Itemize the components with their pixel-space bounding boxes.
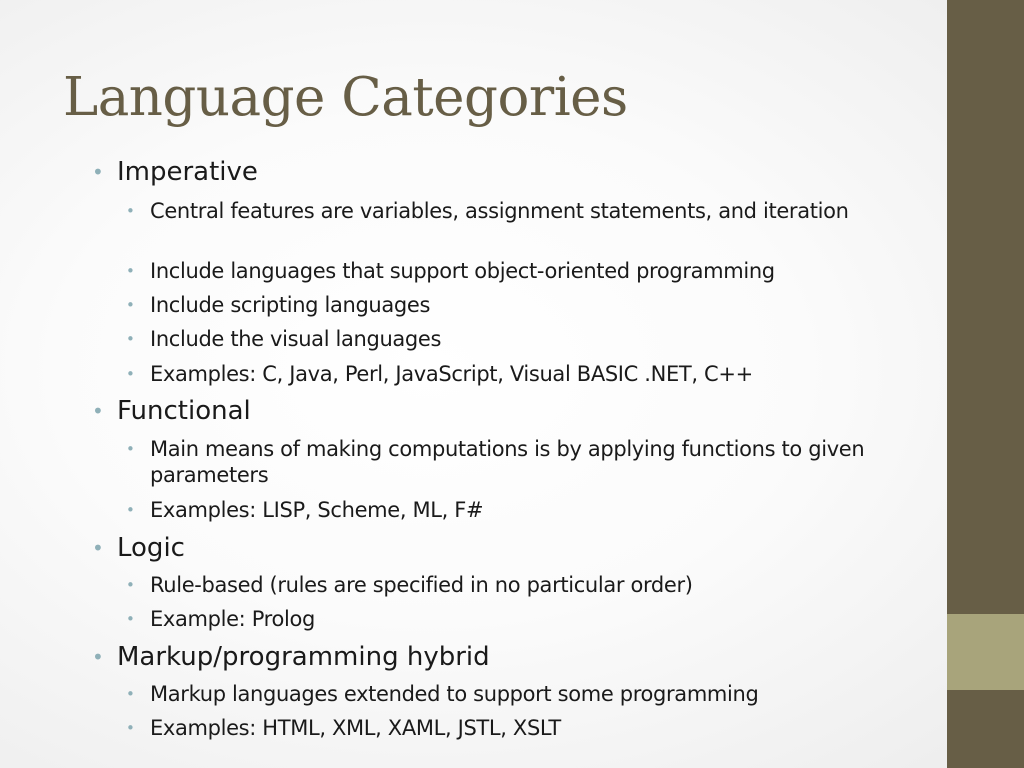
slide-title: Language Categories [63, 67, 628, 128]
bullet-icon: • [92, 160, 104, 184]
bullet-icon: • [126, 576, 135, 594]
sub-bullet-computations [126, 436, 910, 488]
sub-bullet-scripting [126, 292, 431, 318]
bullet-label: Include the visual languages [150, 327, 442, 351]
sub-bullet-markup-languages [126, 681, 759, 707]
sub-bullet-markup-examples [126, 715, 561, 741]
bullet-label: Examples: HTML, XML, XAML, JSTL, XSLT [150, 716, 561, 740]
bullet-icon: • [126, 296, 135, 314]
bullet-label: Rule-based (rules are specified in no particular order) [150, 573, 693, 597]
bullet-label: Include scripting languages [150, 293, 431, 317]
bullet-logic [92, 532, 185, 564]
bullet-icon: • [126, 330, 135, 348]
bullet-label: Markup/programming hybrid [117, 642, 490, 672]
sub-bullet-visual [126, 326, 442, 352]
bullet-imperative [92, 156, 258, 188]
sub-bullet-imperative-examples [126, 361, 753, 387]
bullet-label: Functional [117, 396, 251, 426]
bullet-icon: • [126, 262, 135, 280]
bullet-label: Example: Prolog [150, 607, 315, 631]
bullet-icon: • [126, 685, 135, 703]
bullet-label: Central features are variables, assignment statements, and iteration [150, 199, 849, 223]
bullet-label: Markup languages extended to support some programming [150, 682, 759, 706]
sub-bullet-prolog [126, 606, 315, 632]
bullet-label: Examples: C, Java, Perl, JavaScript, Visual BASIC .NET, C++ [150, 362, 753, 386]
bullet-icon: • [92, 536, 104, 560]
bullet-label: Examples: LISP, Scheme, ML, F# [150, 498, 484, 522]
sidebar-accent-block [947, 614, 1024, 690]
bullet-label: Main means of making computations is by applying functions to given parameters [150, 437, 865, 487]
bullet-icon: • [126, 202, 135, 220]
bullet-icon: • [92, 645, 104, 669]
bullet-icon: • [126, 365, 135, 383]
bullet-label: Imperative [117, 157, 258, 187]
bullet-label: Logic [117, 533, 185, 563]
bullet-functional [92, 395, 251, 427]
bullet-icon: • [126, 719, 135, 737]
sub-bullet-functional-examples [126, 497, 484, 523]
sub-bullet-object-oriented [126, 258, 775, 284]
sub-bullet-rule-based [126, 572, 693, 598]
bullet-icon: • [126, 501, 135, 519]
bullet-label: Include languages that support object-oriented programming [150, 259, 775, 283]
bullet-icon: • [92, 399, 104, 423]
bullet-markup-hybrid [92, 641, 490, 673]
bullet-icon: • [126, 610, 135, 628]
sub-bullet-central-features [126, 198, 910, 224]
bullet-icon: • [126, 440, 135, 458]
